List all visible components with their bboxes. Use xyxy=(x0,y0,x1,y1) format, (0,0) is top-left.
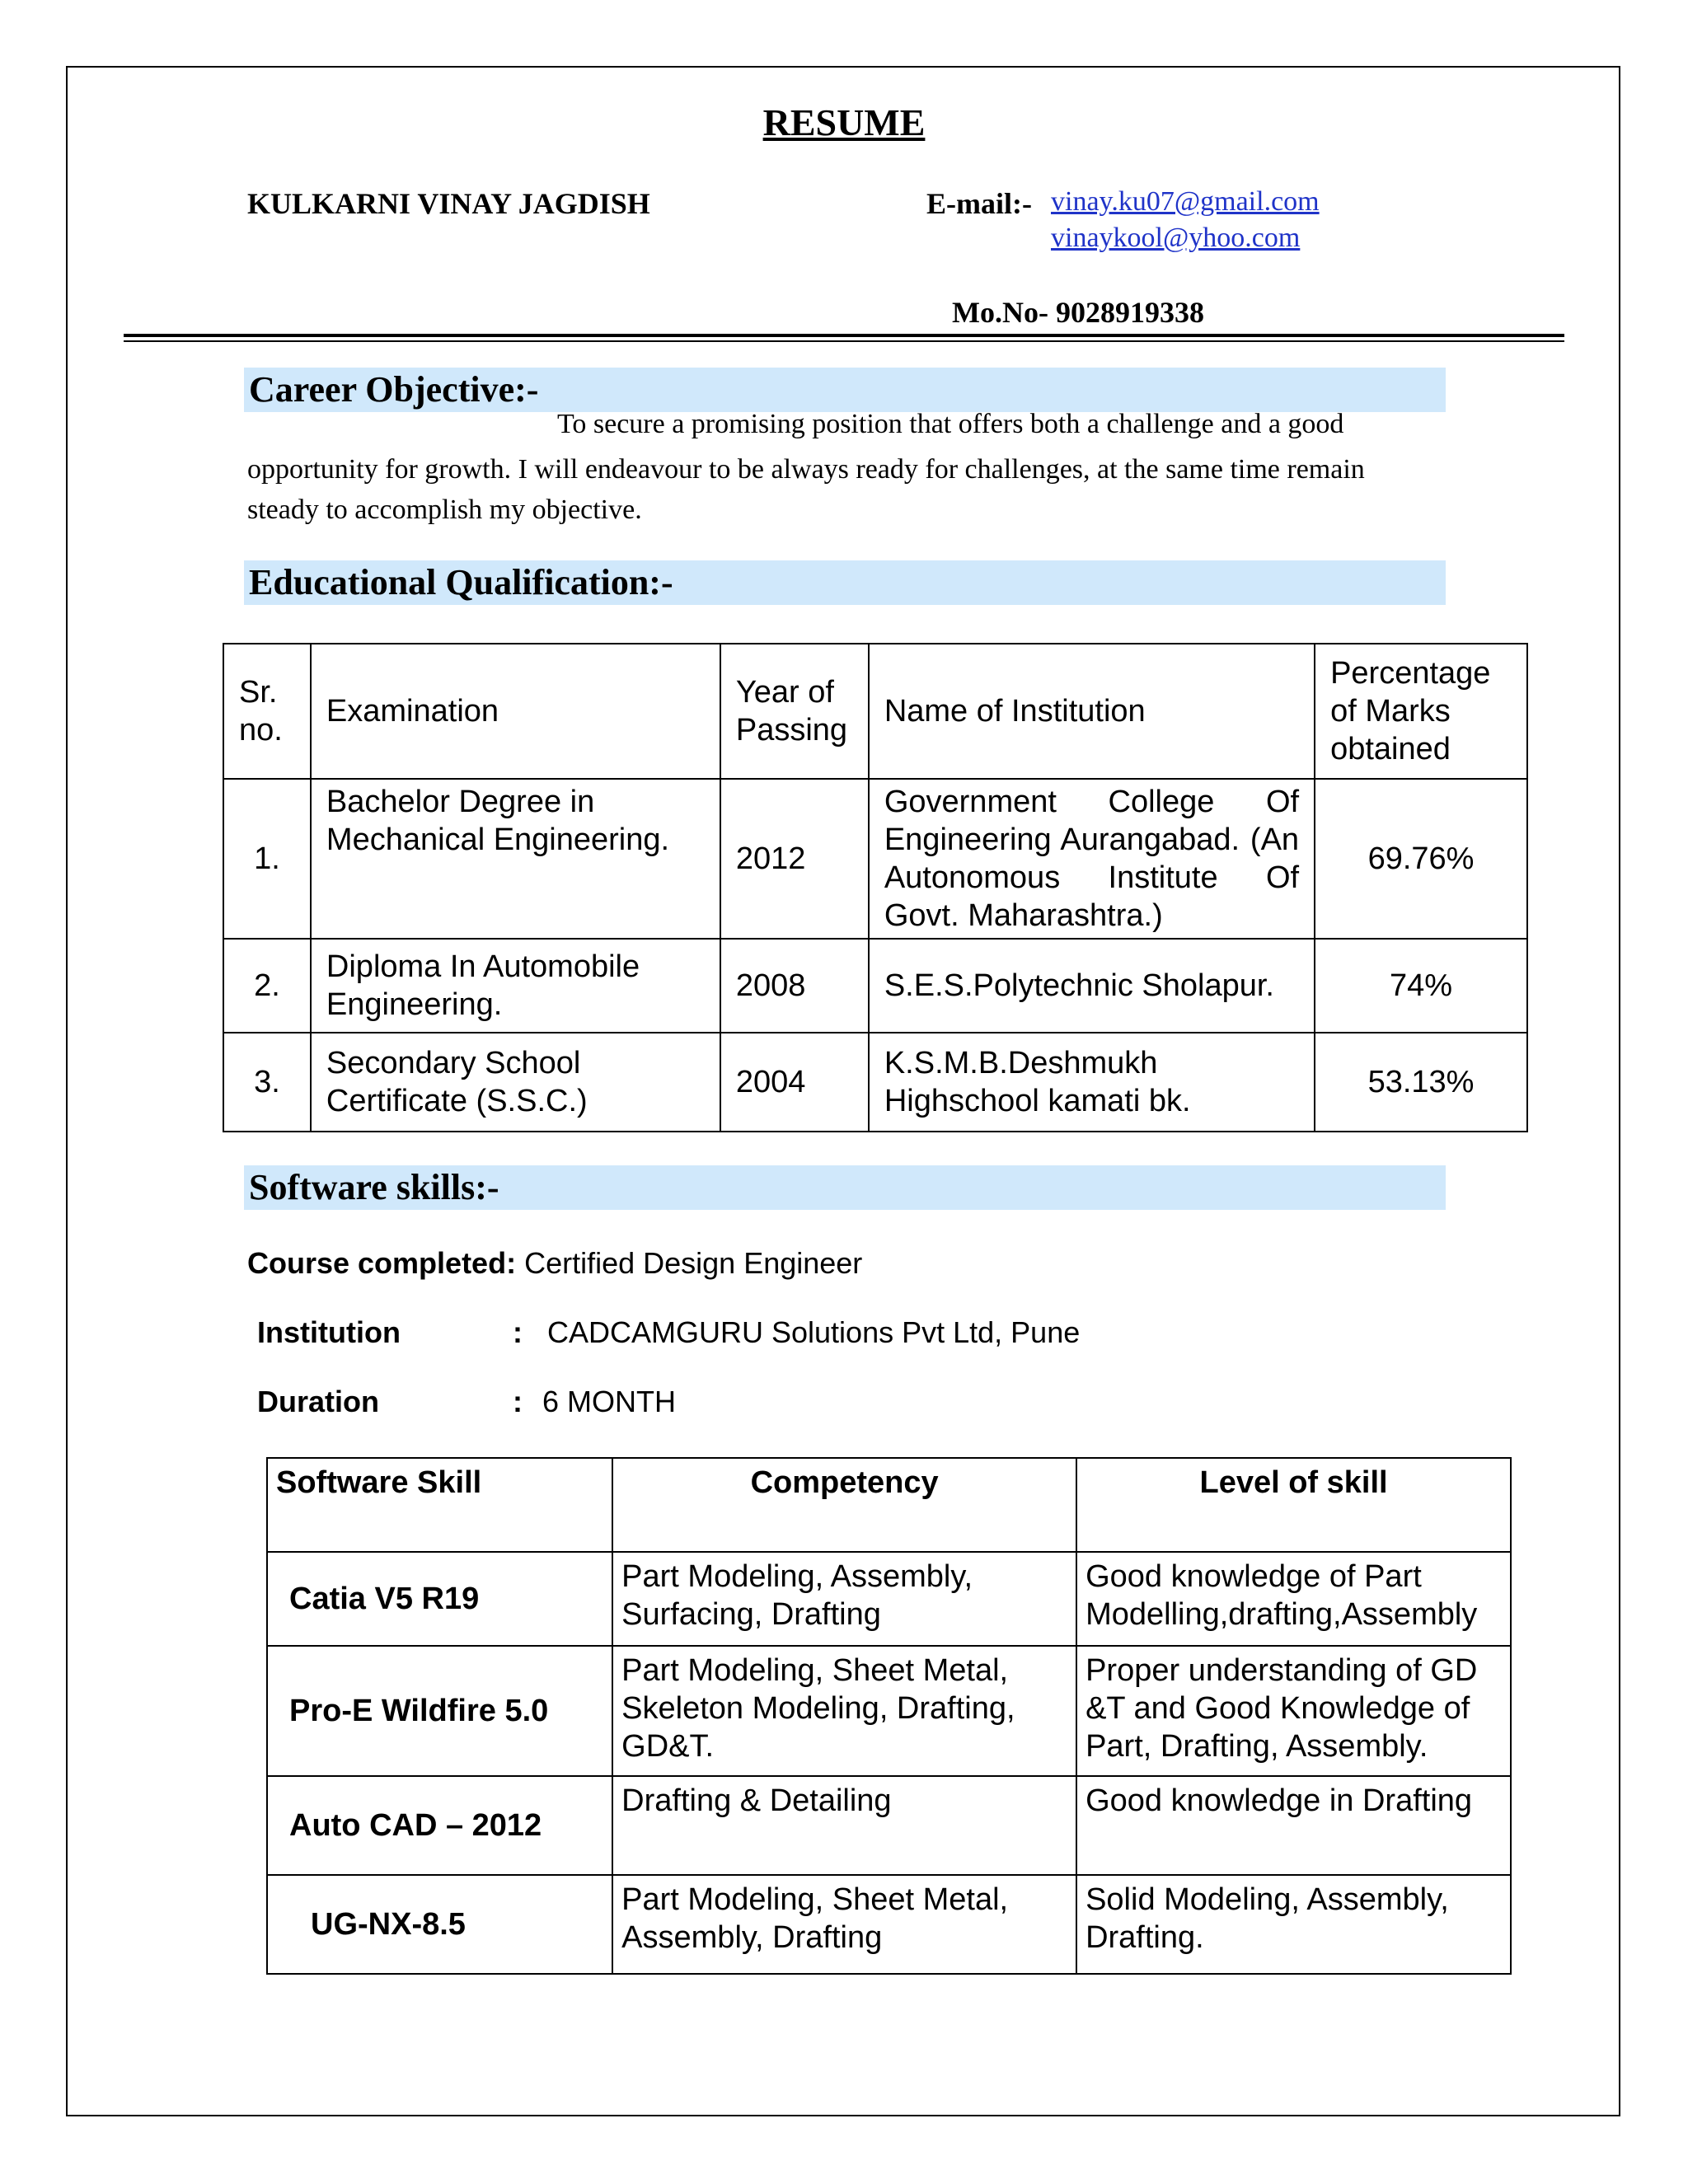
cell-percentage: 74% xyxy=(1315,939,1527,1033)
cell-competency: Drafting & Detailing xyxy=(612,1776,1076,1875)
cell-software: Pro-E Wildfire 5.0 xyxy=(267,1646,612,1776)
table-row xyxy=(267,1776,1511,1875)
cell-level: Proper understanding of GD &T and Good Knowledge of Part, Drafting, Assembly. xyxy=(1076,1646,1511,1776)
cell-software: Auto CAD – 2012 xyxy=(267,1776,612,1875)
cell-percentage: 69.76% xyxy=(1315,779,1527,939)
email-link-secondary[interactable]: vinaykool@yhoo.com xyxy=(1051,223,1301,253)
institution-label: Institution xyxy=(257,1315,401,1349)
cell-sr-no: 2. xyxy=(223,939,311,1033)
phone-number: Mo.No- 9028919338 xyxy=(952,296,1204,329)
candidate-name: KULKARNI VINAY JAGDISH xyxy=(247,187,650,220)
cell-level: Solid Modeling, Assembly, Drafting. xyxy=(1076,1875,1511,1974)
cell-software: UG-NX-8.5 xyxy=(267,1875,612,1974)
cell-level: Good knowledge in Drafting xyxy=(1076,1776,1511,1875)
course-completed xyxy=(247,1246,862,1281)
objective-first-line: To secure a promising position that offers both a challenge and a good xyxy=(557,409,1344,439)
duration-value: 6 MONTH xyxy=(542,1385,676,1418)
duration-colon: : xyxy=(513,1385,523,1418)
course-label: Course completed: xyxy=(247,1246,517,1280)
cell-institution: K.S.M.B.Deshmukh Highschool kamati bk. xyxy=(869,1033,1315,1132)
col-header-competency: Competency xyxy=(612,1458,1076,1552)
cell-competency: Part Modeling, Assembly, Surfacing, Drafting xyxy=(612,1552,1076,1646)
cell-software: Catia V5 R19 xyxy=(267,1552,612,1646)
cell-year: 2004 xyxy=(720,1033,869,1132)
objective-text: opportunity for growth. I will endeavour to be always ready for challenges, at the same time remain steady to accomplish my objective. xyxy=(247,454,1365,525)
institution-value: CADCAMGURU Solutions Pvt Ltd, Pune xyxy=(547,1315,1081,1349)
cell-competency: Part Modeling, Sheet Metal, Skeleton Modeling, Drafting, GD&T. xyxy=(612,1646,1076,1776)
col-header-examination: Examination xyxy=(311,644,720,779)
software-skills-heading: Software skills:- xyxy=(244,1165,1446,1210)
cell-year: 2012 xyxy=(720,779,869,939)
cell-year: 2008 xyxy=(720,939,869,1033)
cell-sr-no: 3. xyxy=(223,1033,311,1132)
table-header-row xyxy=(223,644,1527,779)
table-row xyxy=(223,779,1527,939)
education-table xyxy=(223,643,1528,1132)
page-title: RESUME xyxy=(762,101,926,143)
cell-sr-no: 1. xyxy=(223,779,311,939)
cell-percentage: 53.13% xyxy=(1315,1033,1527,1132)
duration-label: Duration xyxy=(257,1385,379,1418)
institution-colon: : xyxy=(513,1315,523,1349)
cell-competency: Part Modeling, Sheet Metal, Assembly, Drafting xyxy=(612,1875,1076,1974)
cell-examination: Secondary School Certificate (S.S.C.) xyxy=(311,1033,720,1132)
table-row xyxy=(267,1552,1511,1646)
col-header-institution: Name of Institution xyxy=(869,644,1315,779)
table-row xyxy=(223,939,1527,1033)
col-header-percentage: Percentage of Marks obtained xyxy=(1315,644,1527,779)
header-divider-thin xyxy=(124,340,1564,342)
cell-examination: Bachelor Degree in Mechanical Engineering. xyxy=(311,779,720,939)
software-skill-table xyxy=(266,1457,1512,1975)
header-divider xyxy=(124,334,1564,337)
email-label: E-mail:- xyxy=(926,187,1032,220)
col-header-level: Level of skill xyxy=(1076,1458,1511,1552)
table-header-row xyxy=(267,1458,1511,1552)
cell-level: Good knowledge of Part Modelling,drafting,Assembly xyxy=(1076,1552,1511,1646)
col-header-year: Year of Passing xyxy=(720,644,869,779)
career-objective-heading: Career Objective:- xyxy=(244,368,1446,412)
col-header-software: Software Skill xyxy=(267,1458,612,1552)
cell-examination: Diploma In Automobile Engineering. xyxy=(311,939,720,1033)
table-row xyxy=(223,1033,1527,1132)
cell-institution: S.E.S.Polytechnic Sholapur. xyxy=(869,939,1315,1033)
cell-institution: Government College Of Engineering Aurangabad. (An Autonomous Institute Of Govt. Maharashtra.) xyxy=(869,779,1315,939)
email-link-primary[interactable]: vinay.ku07@gmail.com xyxy=(1051,186,1320,217)
col-header-sr-no: Sr. no. xyxy=(223,644,311,779)
education-heading: Educational Qualification:- xyxy=(244,560,1446,605)
course-value: Certified Design Engineer xyxy=(524,1246,863,1280)
table-row xyxy=(267,1646,1511,1776)
table-row xyxy=(267,1875,1511,1974)
